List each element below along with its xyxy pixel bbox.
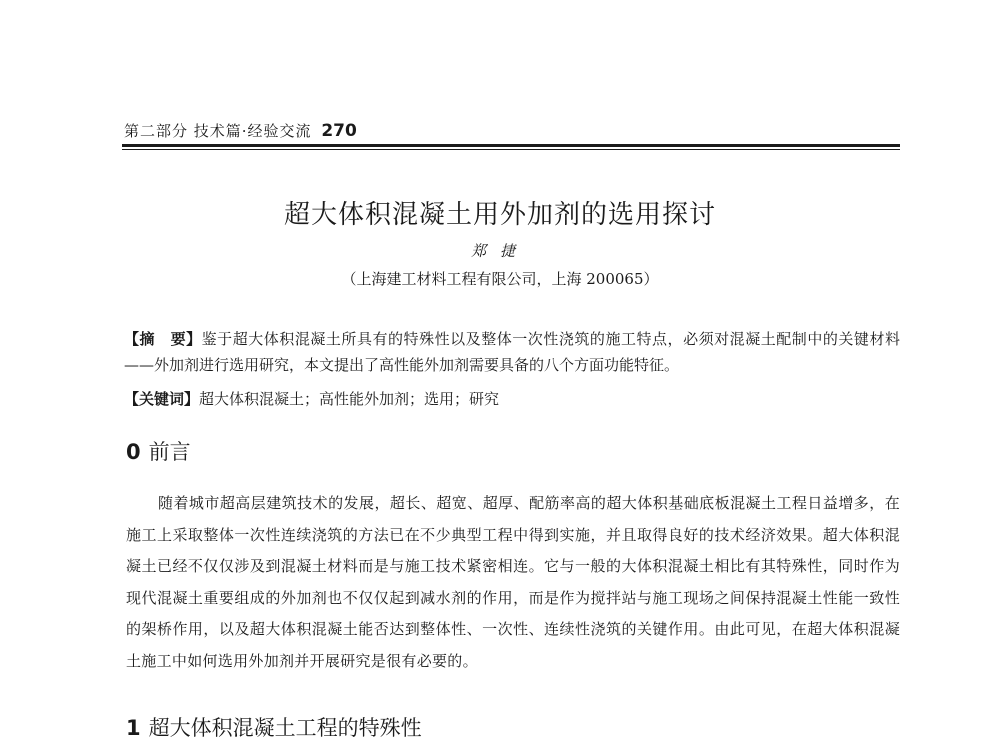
running-header [124,120,902,142]
section-number: 0 [126,440,141,464]
header-rule-thick [122,144,900,147]
abstract-label: 【摘 要】 [124,330,202,348]
section-number: 1 [126,716,141,740]
abstract-text: 鉴于超大体积混凝土所具有的特殊性以及整体一次性浇筑的施工特点，必须对混凝土配制中的关键材料——外加剂进行选用研究，本文提出了高性能外加剂需要具备的八个方面功能特征。 [124,330,900,374]
keywords-label: 【关键词】 [124,390,200,408]
section-title: 超大体积混凝土工程的特殊性 [148,716,422,740]
page-number: 270 [321,121,357,141]
section-heading-characteristics [126,712,422,742]
header-section-label: 第二部分 技术篇·经验交流 [124,122,312,140]
article-author: 郑捷 [470,242,529,260]
abstract [124,326,900,378]
section-heading-preface [126,436,191,466]
article-title: 超大体积混凝土用外加剂的选用探讨 [283,200,716,230]
keywords [124,386,900,412]
article-affiliation: （上海建工材料工程有限公司，上海 200065） [341,270,659,288]
keywords-text: 超大体积混凝土；高性能外加剂；选用；研究 [199,390,500,408]
section-title: 前言 [148,440,191,464]
header-rule-thin [122,149,900,150]
preface-paragraph: 随着城市超高层建筑技术的发展，超长、超宽、超厚、配筋率高的超大体积基础底板混凝土工程日益增多，在施工上采取整体一次性连续浇筑的方法已在不少典型工程中得到实施，并且取得良好的技术经济效果。超大体积混凝土已经不仅仅涉及到混凝土材料而是与施工技术紧密相连。它与一般的大体积混凝土相比有其特殊性，同时作为现代混凝土重要组成的外加剂也不仅仅起到减水剂的作用，而是作为搅拌站与施工现场之间保持混凝土性能一致性的架桥作用，以及超大体积混凝土能否达到整体性、一次性、连续性浇筑的关键作用。由此可见，在超大体积混凝土施工中如何选用外加剂并开展研究是很有必要的。 [126,494,900,670]
